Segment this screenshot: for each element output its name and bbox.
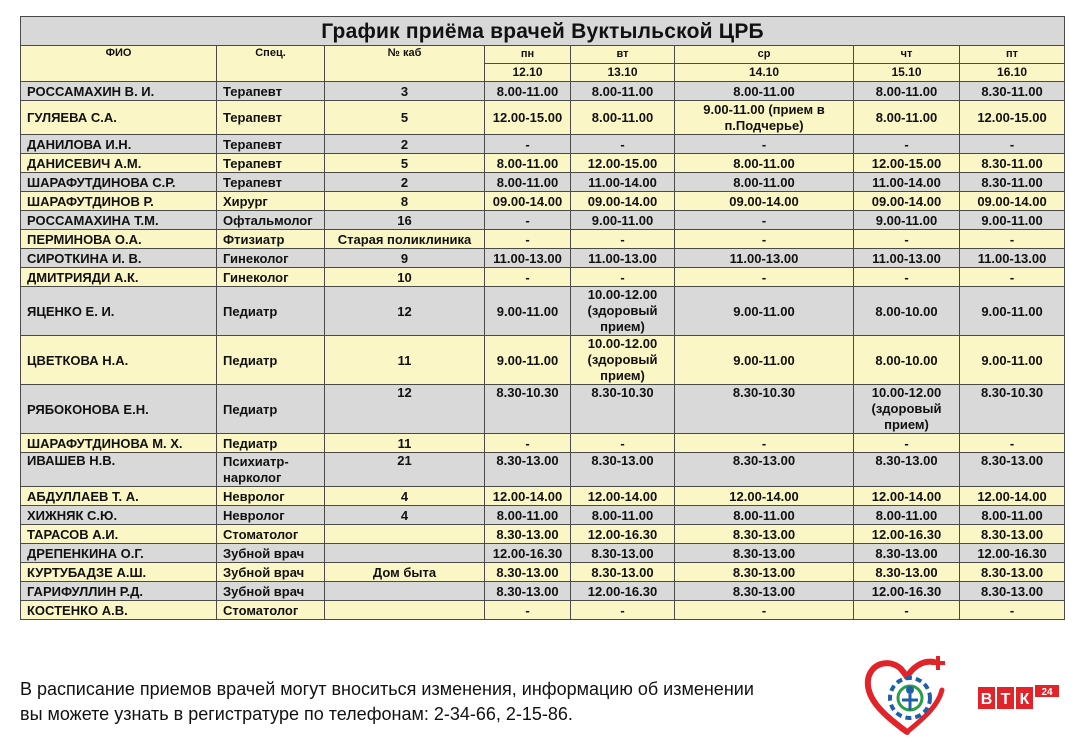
schedule-cell: 8.00-11.00	[485, 82, 571, 101]
schedule-cell: -	[854, 601, 960, 620]
schedule-cell: 9.00-11.00	[960, 336, 1065, 385]
schedule-cell: 8.00-11.00	[675, 154, 854, 173]
header-date: 12.10	[485, 64, 571, 82]
doctor-room: 2	[325, 173, 485, 192]
header-date: 13.10	[571, 64, 675, 82]
table-row	[21, 101, 1065, 135]
schedule-cell: 8.00-11.00	[485, 506, 571, 525]
doctor-specialty: Зубной врач	[217, 563, 325, 582]
schedule-cell: 12.00-16.30	[485, 544, 571, 563]
doctor-room: 2	[325, 135, 485, 154]
schedule-cell: 12.00-14.00	[854, 487, 960, 506]
schedule-cell: 8.00-11.00	[675, 82, 854, 101]
schedule-cell: 8.30-13.00	[675, 582, 854, 601]
schedule-cell: -	[485, 211, 571, 230]
schedule-cell: -	[571, 268, 675, 287]
schedule-cell: 8.30-13.00	[485, 453, 571, 487]
schedule-cell: 8.00-11.00	[854, 101, 960, 135]
doctor-name: РЯБОКОНОВА Е.Н.	[21, 385, 217, 434]
schedule-cell: 8.00-11.00	[485, 173, 571, 192]
header-day: ср	[675, 46, 854, 64]
schedule-cell: 12.00-14.00	[571, 487, 675, 506]
table-row	[21, 434, 1065, 453]
table-row	[21, 135, 1065, 154]
schedule-cell: 11.00-13.00	[854, 249, 960, 268]
schedule-cell: 8.00-10.00	[854, 287, 960, 336]
schedule-cell: -	[854, 268, 960, 287]
schedule-cell: 8.30-13.00	[571, 544, 675, 563]
schedule-cell: 12.00-14.00	[675, 487, 854, 506]
doctor-room: Старая поликлиника	[325, 230, 485, 249]
doctor-room	[325, 582, 485, 601]
doctor-room: 5	[325, 101, 485, 135]
title-row	[21, 17, 1065, 46]
schedule-cell: 10.00-12.00 (здоровый прием)	[571, 287, 675, 336]
svg-text:Т: Т	[1000, 691, 1011, 708]
schedule-cell: 11.00-13.00	[675, 249, 854, 268]
schedule-cell: 12.00-16.30	[571, 525, 675, 544]
schedule-cell: 8.30-13.00	[485, 563, 571, 582]
schedule-cell: 8.00-11.00	[675, 173, 854, 192]
doctor-name: ТАРАСОВ А.И.	[21, 525, 217, 544]
schedule-cell: 8.30-13.00	[675, 525, 854, 544]
doctor-room: 3	[325, 82, 485, 101]
doctor-specialty: Терапевт	[217, 173, 325, 192]
schedule-cell: -	[485, 230, 571, 249]
schedule-cell: 11.00-13.00	[485, 249, 571, 268]
schedule-cell: 8.00-11.00	[960, 506, 1065, 525]
doctor-name: ДАНИСЕВИЧ А.М.	[21, 154, 217, 173]
doctor-specialty: Хирург	[217, 192, 325, 211]
table-row	[21, 506, 1065, 525]
svg-text:К: К	[1019, 691, 1030, 708]
schedule-notice	[20, 677, 754, 727]
header-spec: Спец.	[217, 46, 325, 82]
schedule-cell: -	[854, 230, 960, 249]
schedule-cell: 8.30-13.00	[960, 563, 1065, 582]
schedule-cell: 9.00-11.00	[571, 211, 675, 230]
table-row	[21, 453, 1065, 487]
schedule-cell: -	[571, 434, 675, 453]
table-row	[21, 82, 1065, 101]
schedule-cell: 9.00-11.00	[485, 287, 571, 336]
schedule-cell: 10.00-12.00 (здоровый прием)	[854, 385, 960, 434]
doctor-name: АБДУЛЛАЕВ Т. А.	[21, 487, 217, 506]
doctor-name: ШАРАФУТДИНОВ Р.	[21, 192, 217, 211]
doctor-specialty: Терапевт	[217, 101, 325, 135]
schedule-cell: 8.30-10.30	[960, 385, 1065, 434]
doctor-name: КУРТУБАДЗЕ А.Ш.	[21, 563, 217, 582]
schedule-cell: 8.30-13.00	[571, 563, 675, 582]
schedule-cell: -	[960, 434, 1065, 453]
schedule-cell: 11.00-13.00	[571, 249, 675, 268]
schedule-cell: -	[854, 135, 960, 154]
header-room: № каб	[325, 46, 485, 82]
schedule-cell: 10.00-12.00 (здоровый прием)	[571, 336, 675, 385]
schedule-cell: 9.00-11.00	[675, 287, 854, 336]
schedule-cell: 9.00-11.00	[485, 336, 571, 385]
notice-line-2: вы можете узнать в регистратуре по телефонам: 2-34-66, 2-15-86.	[20, 704, 573, 724]
schedule-cell: 9.00-11.00	[675, 336, 854, 385]
header-day: чт	[854, 46, 960, 64]
schedule-cell: 8.30-13.00	[675, 453, 854, 487]
doctor-specialty: Терапевт	[217, 154, 325, 173]
doctor-specialty: Педиатр	[217, 336, 325, 385]
table-row	[21, 268, 1065, 287]
doctor-name: КОСТЕНКО А.В.	[21, 601, 217, 620]
doctor-room: 4	[325, 506, 485, 525]
schedule-cell: 12.00-16.30	[854, 525, 960, 544]
doctor-specialty: Гинеколог	[217, 249, 325, 268]
schedule-cell: -	[854, 434, 960, 453]
header-day: вт	[571, 46, 675, 64]
doctor-name: РОССАМАХИНА Т.М.	[21, 211, 217, 230]
schedule-cell: 8.30-11.00	[960, 154, 1065, 173]
doctor-room: 11	[325, 434, 485, 453]
schedule-cell: 12.00-16.30	[960, 544, 1065, 563]
schedule-cell: -	[960, 135, 1065, 154]
header-date: 16.10	[960, 64, 1065, 82]
schedule-cell: -	[485, 135, 571, 154]
svg-text:В: В	[980, 691, 993, 708]
schedule-cell: -	[485, 268, 571, 287]
header-date: 14.10	[675, 64, 854, 82]
schedule-cell: -	[960, 230, 1065, 249]
table-row	[21, 385, 1065, 434]
schedule-cell: 09.00-14.00	[485, 192, 571, 211]
table-row	[21, 544, 1065, 563]
schedule-cell: 8.30-13.00	[960, 453, 1065, 487]
schedule-cell: 8.30-13.00	[854, 544, 960, 563]
doctor-specialty: Стоматолог	[217, 601, 325, 620]
table-row	[21, 487, 1065, 506]
schedule-cell: 8.30-10.30	[675, 385, 854, 434]
doctor-name: ИВАШЕВ Н.В.	[21, 453, 217, 487]
schedule-cell: -	[571, 230, 675, 249]
schedule-cell: 12.00-16.30	[854, 582, 960, 601]
table-row	[21, 287, 1065, 336]
schedule-cell: -	[485, 601, 571, 620]
doctor-room: 5	[325, 154, 485, 173]
schedule-cell: -	[675, 135, 854, 154]
schedule-cell: 12.00-14.00	[485, 487, 571, 506]
schedule-cell: -	[675, 434, 854, 453]
header-day: пт	[960, 46, 1065, 64]
schedule-cell: -	[675, 268, 854, 287]
doctor-room	[325, 544, 485, 563]
schedule-cell: 8.30-11.00	[960, 173, 1065, 192]
table-row	[21, 563, 1065, 582]
doctor-specialty: Педиатр	[217, 385, 325, 434]
schedule-cell: 09.00-14.00	[571, 192, 675, 211]
doctor-specialty: Невролог	[217, 487, 325, 506]
doctor-room: 9	[325, 249, 485, 268]
doctor-room: Дом быта	[325, 563, 485, 582]
doctor-specialty: Офтальмолог	[217, 211, 325, 230]
doctor-room: 11	[325, 336, 485, 385]
table-row	[21, 249, 1065, 268]
header-date: 15.10	[854, 64, 960, 82]
schedule-cell: 8.30-13.00	[485, 525, 571, 544]
table-row	[21, 211, 1065, 230]
svg-text:24: 24	[1041, 687, 1053, 698]
schedule-cell: 8.30-13.00	[485, 582, 571, 601]
schedule-cell: 8.00-11.00	[675, 506, 854, 525]
schedule-cell: 9.00-11.00	[960, 287, 1065, 336]
schedule-cell: 8.00-11.00	[571, 506, 675, 525]
doctor-specialty: Стоматолог	[217, 525, 325, 544]
doctor-name: ЦВЕТКОВА Н.А.	[21, 336, 217, 385]
schedule-cell: 8.30-13.00	[675, 544, 854, 563]
schedule-cell: -	[960, 601, 1065, 620]
schedule-cell: 8.30-13.00	[854, 563, 960, 582]
doctor-room: 16	[325, 211, 485, 230]
table-row	[21, 230, 1065, 249]
schedule-cell: 8.00-11.00	[571, 82, 675, 101]
doctor-specialty: Терапевт	[217, 135, 325, 154]
notice-line-1: В расписание приемов врачей могут вноситься изменения, информацию об изменении	[20, 679, 754, 699]
schedule-cell: 11.00-14.00	[571, 173, 675, 192]
schedule-table	[20, 16, 1065, 620]
header-day: пн	[485, 46, 571, 64]
schedule-cell: 8.30-10.30	[571, 385, 675, 434]
schedule-cell: 8.30-13.00	[960, 582, 1065, 601]
table-row	[21, 336, 1065, 385]
schedule-cell: 09.00-14.00	[675, 192, 854, 211]
schedule-cell: -	[960, 268, 1065, 287]
schedule-cell: -	[675, 230, 854, 249]
schedule-cell: 12.00-15.00	[960, 101, 1065, 135]
schedule-cell: 12.00-15.00	[571, 154, 675, 173]
schedule-cell: -	[675, 601, 854, 620]
schedule-cell: 8.30-13.00	[675, 563, 854, 582]
doctor-room	[325, 601, 485, 620]
table-row	[21, 601, 1065, 620]
schedule-cell: 8.00-11.00	[854, 82, 960, 101]
doctor-specialty: Невролог	[217, 506, 325, 525]
schedule-cell: 8.30-10.30	[485, 385, 571, 434]
doctor-name: ДАНИЛОВА И.Н.	[21, 135, 217, 154]
doctor-name: ШАРАФУТДИНОВА М. Х.	[21, 434, 217, 453]
schedule-cell: 9.00-11.00	[854, 211, 960, 230]
table-row	[21, 173, 1065, 192]
table-row	[21, 525, 1065, 544]
doctor-name: ДРЕПЕНКИНА О.Г.	[21, 544, 217, 563]
doctor-name: ДМИТРИЯДИ А.К.	[21, 268, 217, 287]
page-title: График приёма врачей Вуктыльской ЦРБ	[21, 17, 1065, 46]
doctor-specialty: Педиатр	[217, 434, 325, 453]
doctor-name: ЯЦЕНКО Е. И.	[21, 287, 217, 336]
doctor-room: 12	[325, 287, 485, 336]
schedule-cell: 12.00-14.00	[960, 487, 1065, 506]
schedule-cell: -	[485, 434, 571, 453]
schedule-cell: -	[571, 601, 675, 620]
doctor-name: ПЕРМИНОВА О.А.	[21, 230, 217, 249]
doctor-room: 10	[325, 268, 485, 287]
doctor-room: 4	[325, 487, 485, 506]
schedule-cell: 8.00-11.00	[485, 154, 571, 173]
table-row	[21, 582, 1065, 601]
schedule-cell: 12.00-15.00	[854, 154, 960, 173]
doctor-name: ХИЖНЯК С.Ю.	[21, 506, 217, 525]
schedule-cell: 8.00-11.00	[854, 506, 960, 525]
doctor-name: ШАРАФУТДИНОВА С.Р.	[21, 173, 217, 192]
doctor-specialty: Терапевт	[217, 82, 325, 101]
schedule-cell: 12.00-15.00	[485, 101, 571, 135]
schedule-cell: 09.00-14.00	[960, 192, 1065, 211]
schedule-cell: 8.30-13.00	[960, 525, 1065, 544]
schedule-cell: 11.00-14.00	[854, 173, 960, 192]
table-row	[21, 154, 1065, 173]
doctor-specialty: Педиатр	[217, 287, 325, 336]
doctor-name: РОССАМАХИН В. И.	[21, 82, 217, 101]
header-row	[21, 46, 1065, 64]
doctor-name: СИРОТКИНА И. В.	[21, 249, 217, 268]
schedule-cell: 9.00-11.00	[960, 211, 1065, 230]
schedule-cell: 9.00-11.00 (прием в п.Подчерье)	[675, 101, 854, 135]
btk24-logo	[978, 685, 1060, 711]
doctor-specialty: Фтизиатр	[217, 230, 325, 249]
doctor-specialty: Зубной врач	[217, 544, 325, 563]
schedule-cell: 8.00-11.00	[571, 101, 675, 135]
doctor-specialty: Гинеколог	[217, 268, 325, 287]
table-row	[21, 192, 1065, 211]
schedule-cell: 12.00-16.30	[571, 582, 675, 601]
doctor-room: 21	[325, 453, 485, 487]
doctor-name: ГАРИФУЛЛИН Р.Д.	[21, 582, 217, 601]
schedule-cell: 8.30-13.00	[854, 453, 960, 487]
schedule-cell: 8.30-13.00	[571, 453, 675, 487]
doctor-room	[325, 525, 485, 544]
schedule-cell: -	[571, 135, 675, 154]
header-fio: ФИО	[21, 46, 217, 82]
schedule-cell: 09.00-14.00	[854, 192, 960, 211]
doctor-name: ГУЛЯЕВА С.А.	[21, 101, 217, 135]
doctor-room: 12	[325, 385, 485, 434]
doctor-specialty: Психиатр-нарколог	[217, 453, 325, 487]
schedule-cell: 11.00-13.00	[960, 249, 1065, 268]
schedule-cell: 8.00-10.00	[854, 336, 960, 385]
heart-medical-logo	[862, 652, 952, 740]
schedule-cell: 8.30-11.00	[960, 82, 1065, 101]
doctor-specialty: Зубной врач	[217, 582, 325, 601]
doctor-room: 8	[325, 192, 485, 211]
schedule-cell: -	[675, 211, 854, 230]
